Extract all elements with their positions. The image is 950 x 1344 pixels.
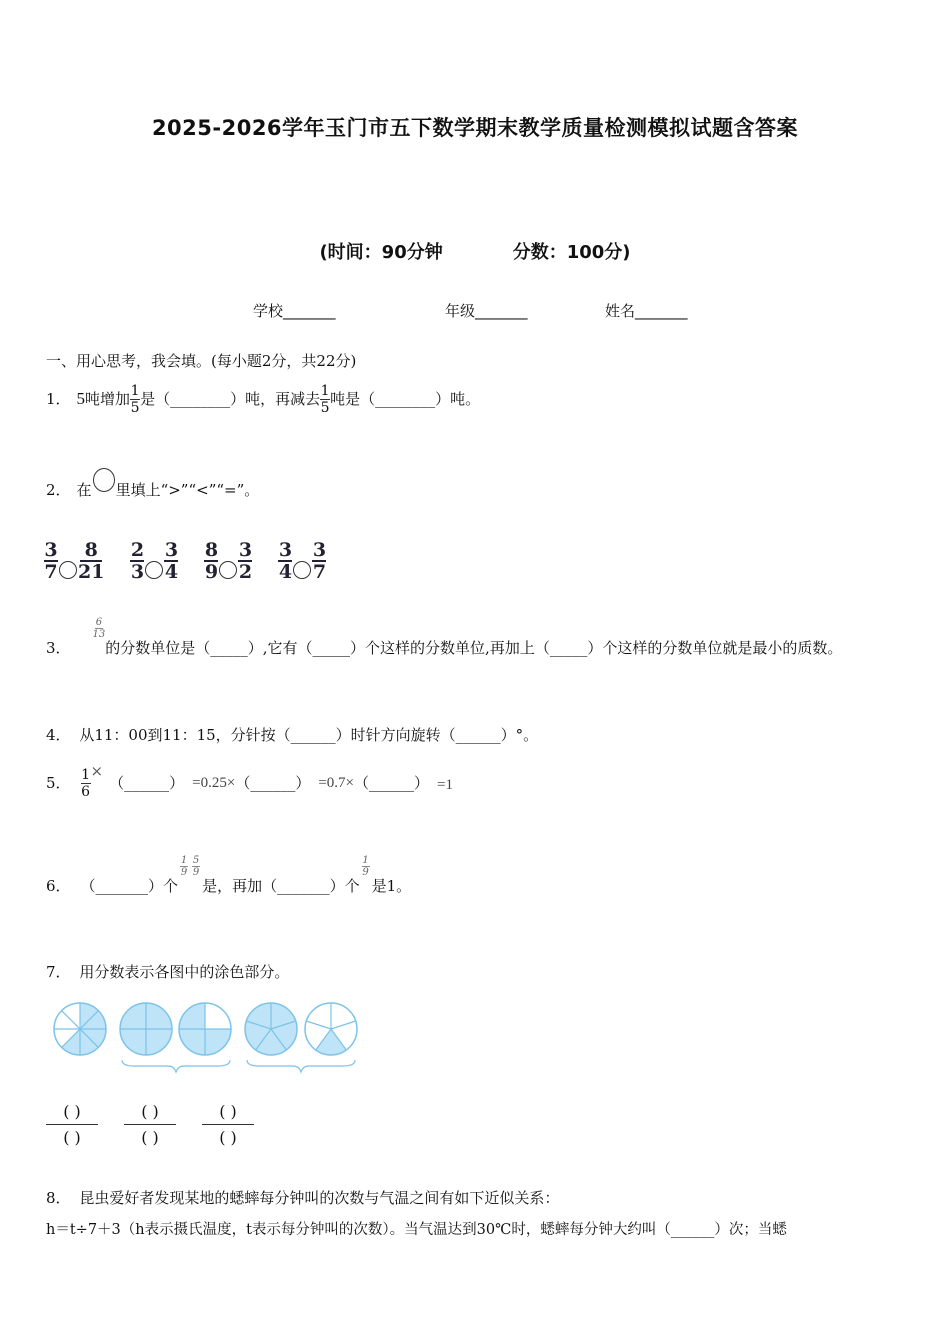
denominator: 9 [180,867,188,878]
question-number: 5． [46,774,71,792]
brace-right [247,1060,355,1072]
answer-numerator[interactable]: ( ) [141,1102,159,1121]
answer-numerator[interactable]: ( ) [63,1102,81,1121]
question-number: 4． [46,726,71,744]
answer-denominator[interactable]: ( ) [141,1128,159,1147]
denominator: 9 [362,867,369,878]
q1-text-c: 吨是（________）吨。 [330,390,481,408]
question-3 [46,612,842,658]
brace-left [122,1060,230,1072]
numerator: 8 [204,539,219,561]
q5-text-f: =1 [437,777,453,793]
denominator: 3 [130,561,145,583]
q5-fraction [81,767,91,800]
q6-text-a: （_______）个 [80,877,179,895]
q6-text-b: 是，再加（_______）个 [202,877,360,895]
school-field[interactable]: 学校_______ [253,302,336,320]
circle-fifths-full [245,1003,297,1055]
fraction-left [130,540,144,582]
denominator: 5 [130,399,140,416]
page-title: 2025-2026学年玉门市五下数学期末教学质量检测模拟试题含答案 [151,116,799,140]
denominator: 2 [238,561,253,583]
question-number: 3． [46,639,71,657]
denominator: 21 [78,561,105,583]
fraction-right [312,540,326,582]
fraction-right [78,540,104,582]
denominator: 13 [92,629,106,640]
q7-answer-row [46,1102,254,1147]
q1-text-a: 吨增加 [85,390,131,408]
answer-blank[interactable]: （______） [354,774,430,792]
numerator: 8 [84,539,98,561]
q8-text: 昆虫爱好者发现某地的蟋蟀每分钟叫的次数与气温之间有如下近似关系： [79,1189,560,1207]
fraction-right [238,540,252,582]
numerator: 3 [312,539,327,561]
question-number: 8． [46,1189,71,1207]
times-sign: × [90,762,104,780]
answer-blank[interactable]: （______） [235,774,311,792]
numerator: 3 [164,539,179,561]
compare-circle-blank[interactable] [59,561,77,579]
circle-quarters-partial [179,1003,231,1055]
q6-fraction-2 [192,855,200,878]
q5-text-d: =0.7× [318,775,354,791]
numerator: 3 [238,539,253,561]
question-1 [46,376,480,422]
question-2 [46,470,259,500]
question-5 [46,760,453,806]
q3-fraction [93,617,106,640]
answer-denominator[interactable]: ( ) [63,1128,81,1147]
question-number: 6． [46,877,71,895]
comparison-pair [204,540,252,582]
q6-fraction-1 [180,855,188,878]
question-number: 7． [46,963,71,981]
question-8 [46,1188,559,1208]
answer-fraction[interactable] [46,1102,98,1147]
fraction-left [44,540,58,582]
circle-eighths [54,1003,106,1055]
q8-formula-line: h＝t÷7＋3（h表示摄氏温度，t表示每分钟叫的次数）。当气温达到30℃时，蟋蟀每分钟大约叫（______）次；当蟋 [46,1222,787,1238]
comparison-pair [278,540,326,582]
denominator: 7 [312,561,327,583]
numerator: 5 [192,855,200,866]
numerator: 6 [95,617,103,628]
q4-text: 从11：00到11：15，分针按（______）时针方向旋转（______）°。 [79,726,539,744]
fraction-left [204,540,218,582]
compare-circle-blank[interactable] [145,561,163,579]
denominator: 6 [81,783,90,800]
compare-circle-blank[interactable] [219,561,237,579]
circle-fifths-partial [305,1003,357,1055]
q5-text-b: =0.25× [192,775,236,791]
circle-quarters-full [120,1003,172,1055]
grade-field[interactable]: 年级_______ [445,302,528,320]
numerator: 3 [44,539,58,561]
q6-text-c: 是1。 [371,877,412,895]
denominator: 5 [320,399,330,416]
numerator: 1 [130,382,140,399]
q1-fraction-1 [130,383,140,416]
q2-text-a: 在 [76,481,92,499]
denominator: 4 [164,561,179,583]
denominator: 4 [278,561,293,583]
denominator: 9 [204,561,219,583]
numerator: 1 [362,855,369,866]
numerator: 2 [130,539,145,561]
time-limit: (时间：90分钟 [319,242,443,263]
numerator: 1 [81,766,90,783]
question-number: 1． [46,390,71,408]
answer-numerator[interactable]: ( ) [219,1102,237,1121]
compare-circle-blank[interactable] [293,561,311,579]
answer-fraction[interactable] [124,1102,176,1147]
denominator: 9 [192,867,200,878]
circle-icon [93,468,115,492]
fraction-circles-figure [50,998,370,1078]
question-number: 2． [46,481,71,499]
fraction-right [164,540,178,582]
q3-text: 的分数单位是（_____）,它有（_____）个这样的分数单位,再加上（_____）个这样的分数单位就是最小的质数。 [105,639,843,657]
total-score: 分数：100分) [512,242,631,263]
answer-blank[interactable]: （______） [109,774,185,792]
q7-text: 用分数表示各图中的涂色部分。 [79,963,290,981]
name-field[interactable]: 姓名_______ [605,302,688,320]
question-7 [46,962,289,982]
question-6 [46,850,411,896]
numerator: 1 [180,855,188,866]
q2-text-b: 里填上“>”“<”“=”。 [115,481,260,499]
comparison-row [44,540,326,582]
exam-meta [0,238,950,264]
q1-fraction-2 [320,383,330,416]
q1-text-b: 是（________）吨，再减去 [140,390,321,408]
numerator: 1 [320,382,330,399]
numerator: 3 [278,539,293,561]
denominator: 7 [44,561,58,583]
answer-fraction[interactable] [202,1102,254,1147]
answer-denominator[interactable]: ( ) [219,1128,237,1147]
q6-fraction-3 [362,855,370,878]
section-heading: 一、用心思考，我会填。(每小题2分，共22分) [46,352,357,370]
comparison-pair [44,540,104,582]
q1-value: 5 [76,389,86,408]
question-4 [46,725,538,745]
comparison-pair [130,540,178,582]
fraction-left [278,540,292,582]
